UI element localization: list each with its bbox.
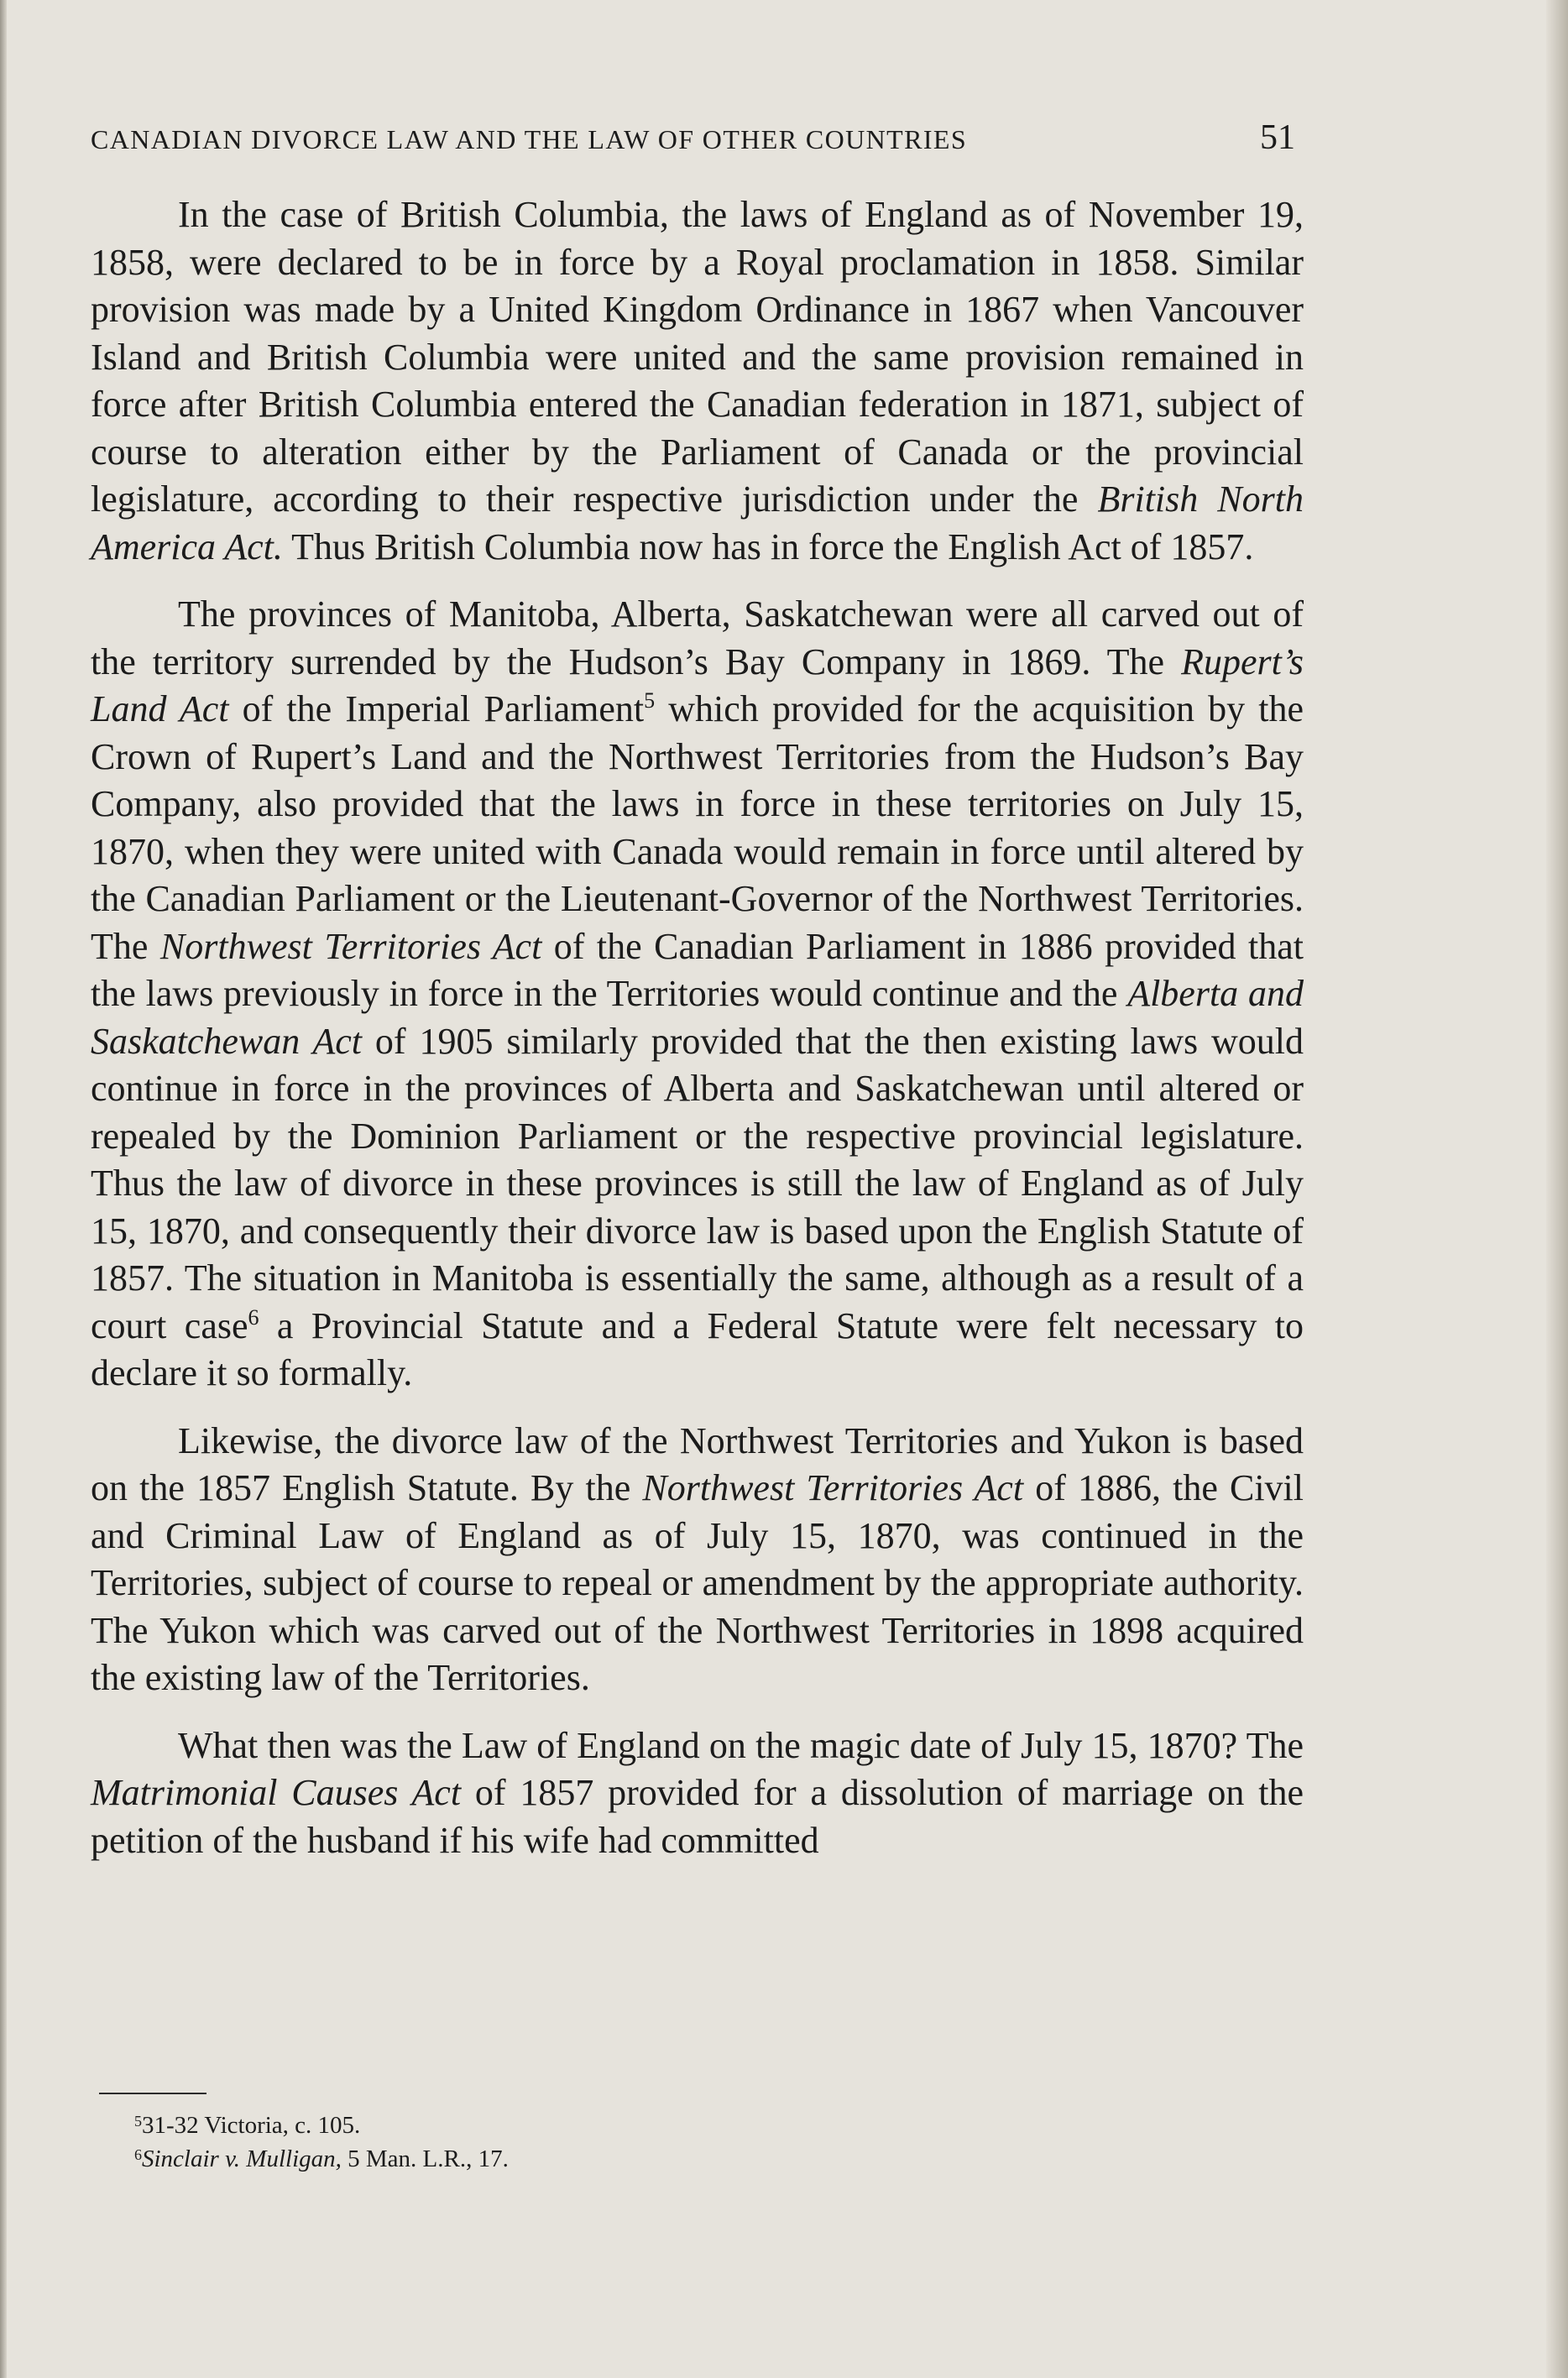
paragraph-prairie-provinces: The provinces of Manitoba, Alberta, Saskatchewan were all carved out of the territory surrended by the Hudson’s Bay Company in 1869. The Rupert’s Land Act of the Imperial Parliament$^5$ which provided for the acquisition by the Crown of Rupert’s Land and the Northwest Territories from the Hudson’s Bay Company, also provided that the laws in force in these territories on July 15, 1870, when they were united with Canada would remain in force until altered by the Canadian Parliament or the Lieutenant-Governor of the Northwest Territories. The Northwest Territories Act of the Canadian Parliament in 1886 provided that the laws previously in force in the Territories would continue and the Alberta and Saskatchewan Act of 1905 similarly provided that the then existing laws would continue in force in the provinces of Alberta and Saskatchewan until altered or repealed by the Dominion Parliament or the respective provincial legislature. Thus the law of divorce in these provinces is still the law of England as of July 15, 1870, and consequently their divorce law is based upon the English Statute of 1857. The situation in Manitoba is essentially the same, although as a result of a court case$^6$ a Provincial Statute and a Federal Statute were felt necessary to declare it so formally. bbox=[91, 593, 1304, 1393]
act-title: Northwest Territories Act bbox=[159, 925, 542, 967]
page-right-edge bbox=[1546, 0, 1568, 2378]
case-name: Sinclair v. Mulligan, bbox=[142, 2145, 342, 2172]
footnote-marker: 6 bbox=[134, 2146, 142, 2163]
running-title: CANADIAN DIVORCE LAW AND THE LAW OF OTHER COUNTRIES bbox=[91, 124, 968, 154]
footnote-divider bbox=[99, 2093, 206, 2094]
act-title: British North America Act. bbox=[91, 478, 1304, 567]
act-title: Matrimonial Causes Act bbox=[91, 1772, 462, 1813]
page-left-edge bbox=[0, 0, 7, 2378]
paragraph-british-columbia: In the case of British Columbia, the laws of England as of November 19, 1858, were declared to be in force by a Royal proclamation in 1858. Similar provision was made by a United Kingdom Ordinance in 1867 when Vancouver Island and British Columbia were united and the same provision remained in force after British Columbia entered the Canadian federation in 1871, subject of course to alteration either by the Parliament of Canada or the provincial legislature, according to their respective jurisdiction under the British North America Act. Thus British Columbia now has in force the English Act of 1857. bbox=[91, 194, 1304, 567]
paragraph-northwest-territories-yukon: Likewise, the divorce law of the Northwest Territories and Yukon is based on the 1857 English Statute. By the Northwest Territories Act of 1886, the Civil and Criminal Law of England as of July 15, 1870, was continued in the Territories, subject of course to repeal or amendment by the appropriate authority. The Yukon which was carved out of the Northwest Territories in 1898 acquired the existing law of the Territories. bbox=[91, 1419, 1304, 1698]
body-text bbox=[91, 191, 1304, 1884]
footnote-5: $^5$31-32 Victoria, c. 105. bbox=[134, 2112, 361, 2139]
running-head bbox=[91, 118, 1295, 157]
footnote-ref-6[interactable]: 6 bbox=[248, 1304, 259, 1330]
footnote-6: $^6$Sinclair v. Mulligan, 5 Man. L.R., 17. bbox=[134, 2145, 509, 2172]
paragraph-law-of-england: What then was the Law of England on the magic date of July 15, 1870? The Matrimonial Causes Act of 1857 provided for a dissolution of marriage on the petition of the husband if his wife had committed bbox=[91, 1724, 1304, 1861]
act-title: Northwest Territories Act bbox=[642, 1467, 1024, 1508]
footnote-ref-5[interactable]: 5 bbox=[644, 688, 656, 713]
act-title: Alberta and Saskatchewan Act bbox=[91, 973, 1304, 1062]
page-number: 51 bbox=[1260, 118, 1295, 157]
footnote-marker: 5 bbox=[134, 2113, 142, 2130]
footnotes bbox=[134, 2109, 890, 2176]
act-title: Rupert’s Land Act bbox=[91, 640, 1304, 729]
